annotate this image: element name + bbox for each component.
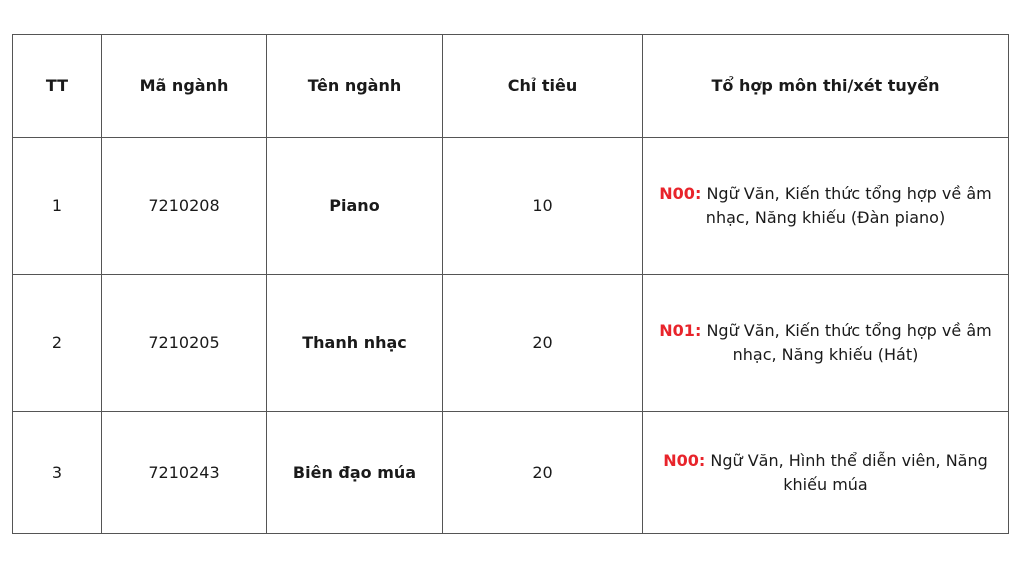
header-row [13, 35, 1009, 138]
header-index: TT [13, 35, 102, 138]
row-name: Thanh nhạc [267, 275, 443, 412]
row-index: 2 [13, 275, 102, 412]
combo-text: Ngữ Văn, Hình thể diễn viên, Năng khiếu múa [710, 450, 988, 494]
row-quota: 20 [443, 275, 643, 412]
admissions-table [12, 34, 1009, 534]
row-quota: 10 [443, 138, 643, 275]
row-name: Biên đạo múa [267, 412, 443, 534]
combo-code: N00: [659, 184, 702, 203]
table-body [13, 138, 1009, 534]
header-code: Mã ngành [102, 35, 267, 138]
header-name: Tên ngành [267, 35, 443, 138]
row-code: 7210208 [102, 138, 267, 275]
row-quota: 20 [443, 412, 643, 534]
combo-text: Ngữ Văn, Kiến thức tổng hợp về âm nhạc, Năng khiếu (Hát) [706, 321, 992, 364]
row-code: 7210243 [102, 412, 267, 534]
header-combination: Tổ hợp môn thi/xét tuyển [643, 35, 1009, 138]
combo-code: N01: [659, 321, 702, 340]
table-row [13, 412, 1009, 534]
row-code: 7210205 [102, 275, 267, 412]
row-name: Piano [267, 138, 443, 275]
row-combination [643, 138, 1009, 275]
table-header [13, 35, 1009, 138]
table-row [13, 138, 1009, 275]
header-quota: Chỉ tiêu [443, 35, 643, 138]
row-combination [643, 275, 1009, 412]
combo-text: Ngữ Văn, Kiến thức tổng hợp về âm nhạc, Năng khiếu (Đàn piano) [705, 184, 992, 227]
row-index: 3 [13, 412, 102, 534]
row-combination [643, 412, 1009, 534]
table-row [13, 275, 1009, 412]
row-index: 1 [13, 138, 102, 275]
combo-code: N00: [663, 450, 706, 470]
